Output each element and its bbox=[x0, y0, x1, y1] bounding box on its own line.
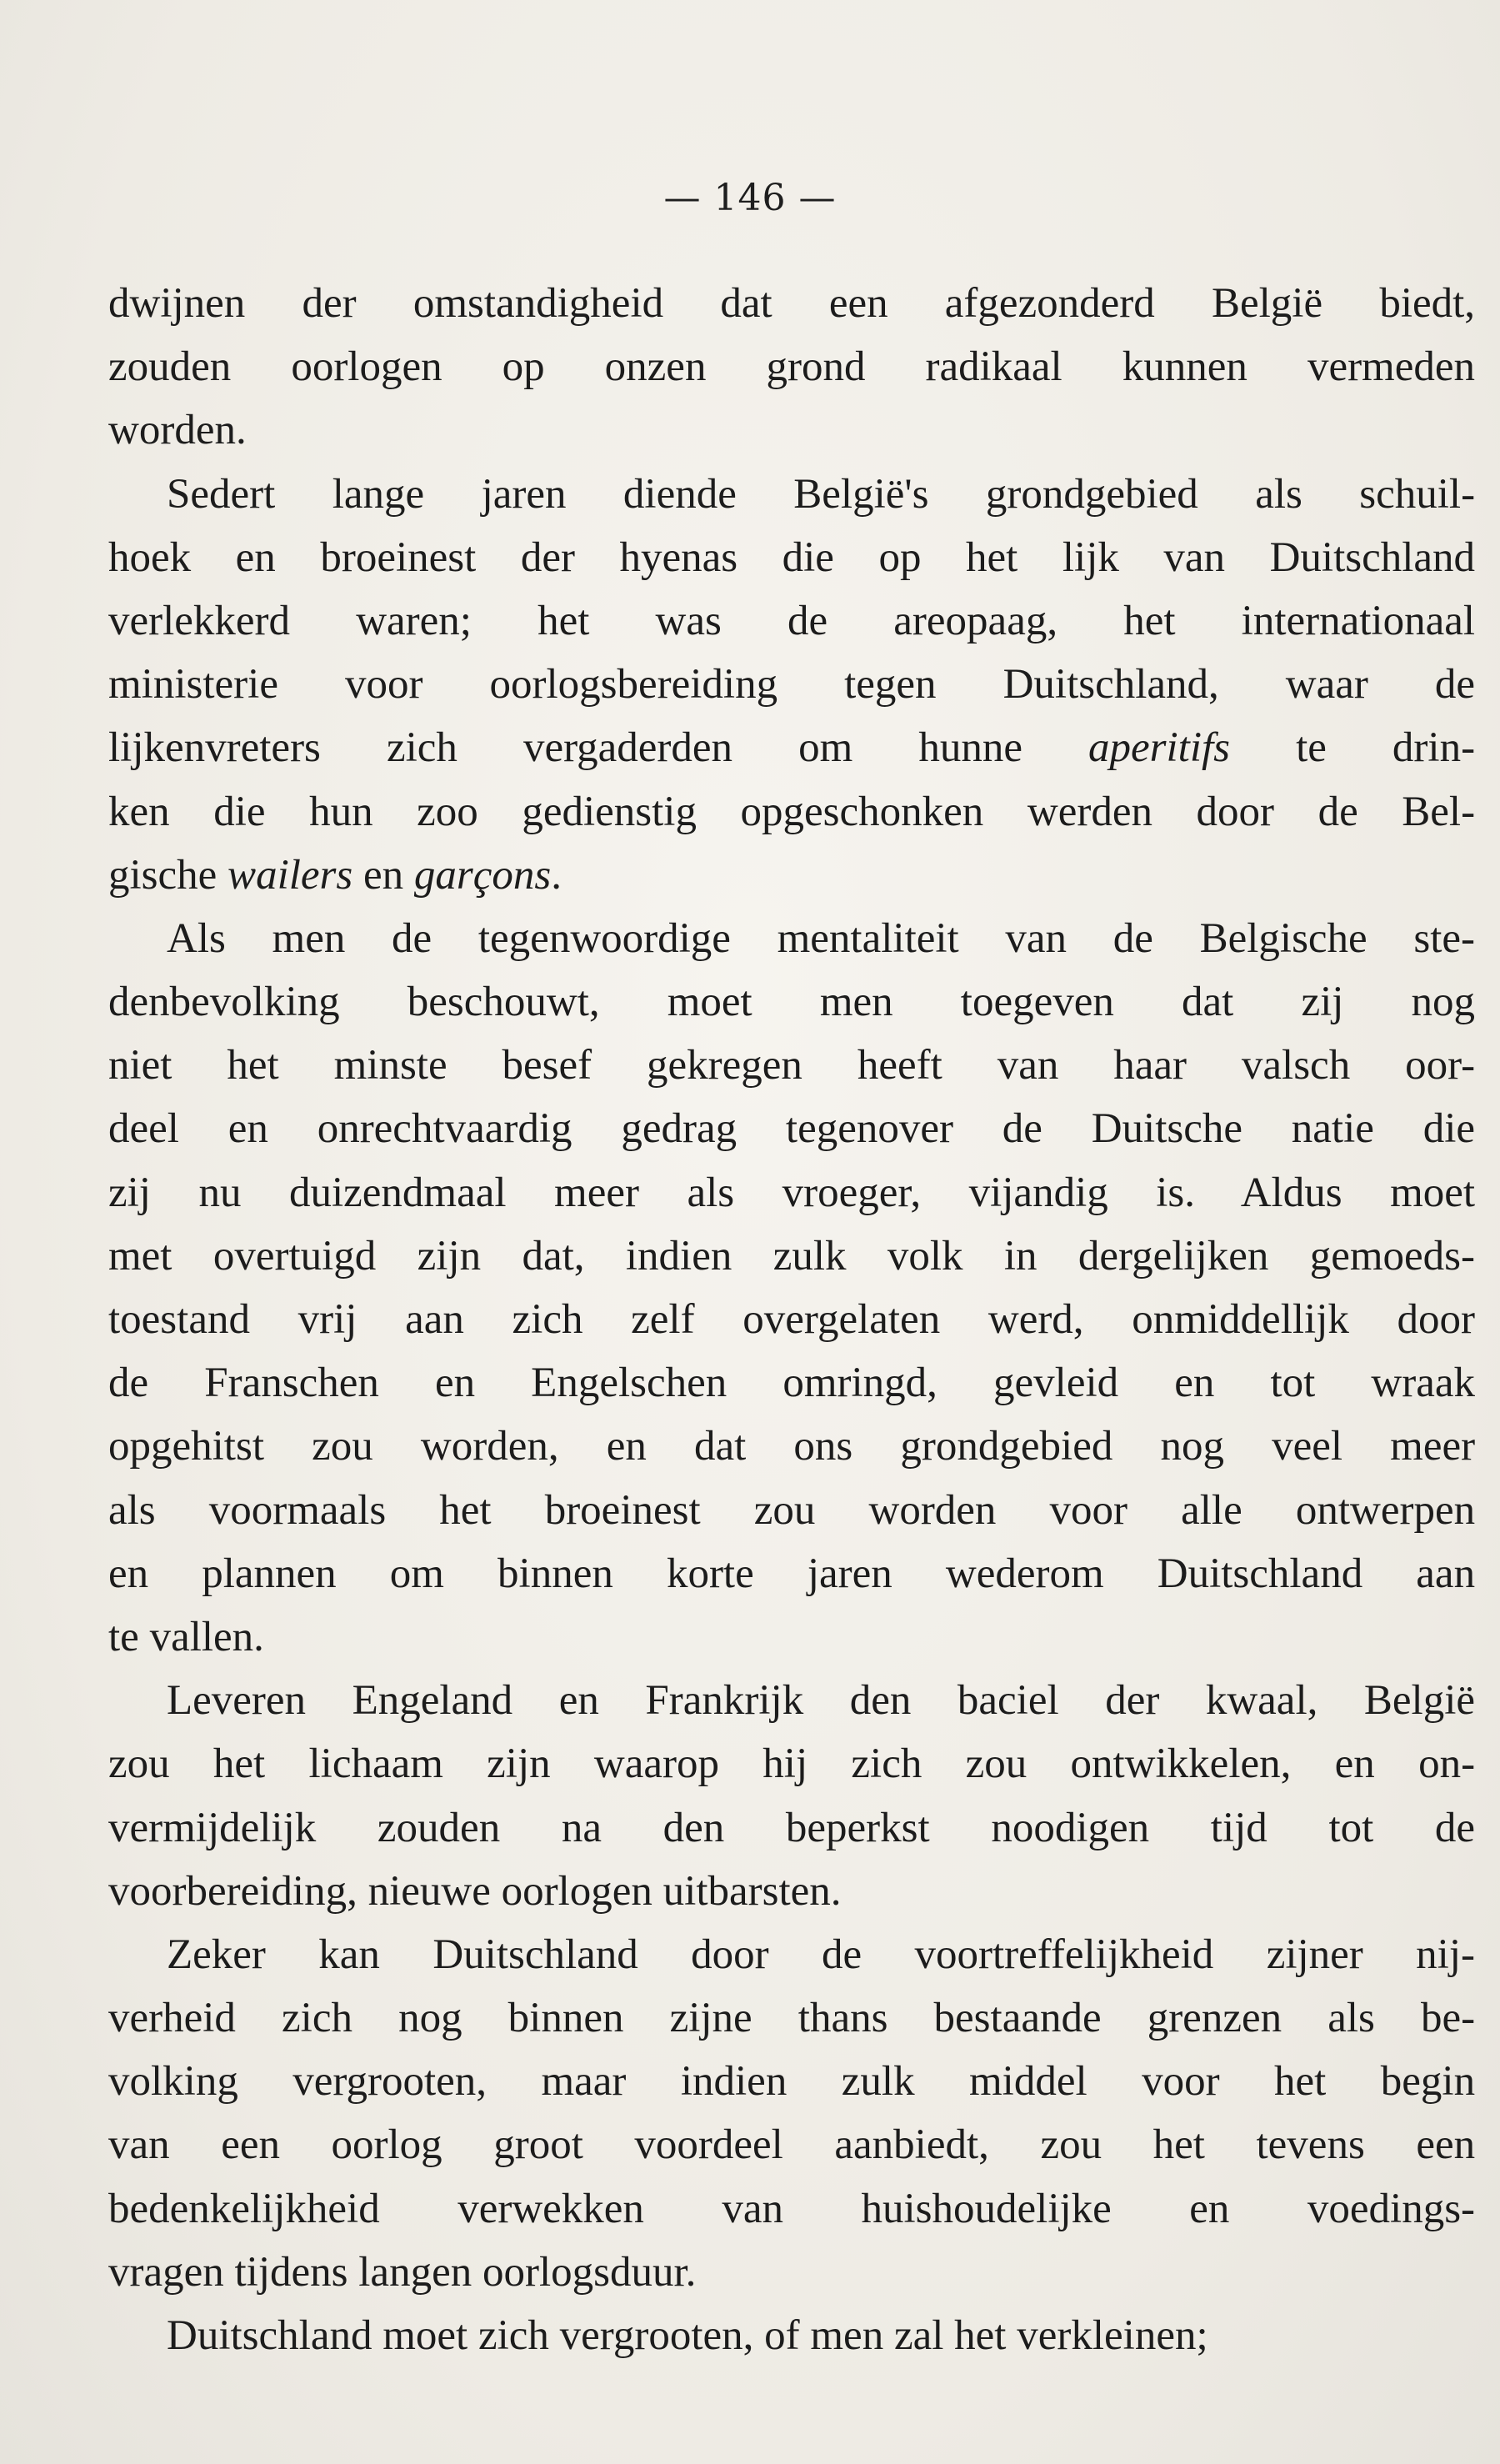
text-line: zouden oorlogen op onzen grond radikaal kunnen vermeden bbox=[108, 343, 1475, 391]
paragraph bbox=[108, 907, 1475, 1669]
text-line: als voormaals het broeinest zou worden voor alle ontwerpen bbox=[108, 1486, 1476, 1534]
text-line: Als men de tegenwoordige mentaliteit van de Belgische ste- bbox=[167, 914, 1476, 962]
text-line: bedenkelijkheid verwekken van huishoudelijke en voedings- bbox=[108, 2185, 1476, 2232]
text-line: toestand vrij aan zich zelf overgelaten werd, onmiddellijk door bbox=[108, 1296, 1476, 1343]
text-line: opgehitst zou worden, en dat ons grondgebied nog veel meer bbox=[108, 1423, 1476, 1470]
body-text bbox=[108, 272, 1475, 2367]
paragraph bbox=[108, 1669, 1475, 1923]
text-line: verheid zich nog binnen zijne thans bestaande grenzen als be- bbox=[108, 1995, 1476, 2042]
text-line: voorbereiding, nieuwe oorlogen uitbarsten. bbox=[108, 1867, 842, 1915]
text-line: Leveren Engeland en Frankrijk den baciel der kwaal, België bbox=[167, 1677, 1476, 1725]
text-line: en plannen om binnen korte jaren wederom Duitschland aan bbox=[108, 1550, 1476, 1597]
page-number: — 146 — bbox=[663, 177, 837, 219]
paragraph bbox=[108, 1923, 1475, 2304]
text-line: niet het minste besef gekregen heeft van haar valsch oor- bbox=[108, 1042, 1476, 1089]
text-line: met overtuigd zijn dat, indien zulk volk in dergelijken gemoeds- bbox=[108, 1232, 1475, 1280]
text-line: te vallen. bbox=[108, 1613, 264, 1660]
text-line: van een oorlog groot voordeel aanbiedt, zou het tevens een bbox=[108, 2121, 1476, 2169]
text-line: ministerie voor oorlogsbereiding tegen Duitschland, waar de bbox=[108, 661, 1476, 709]
text-line: lijkenvreters zich vergaderden om hunne aperitifs te drin- bbox=[108, 724, 1476, 772]
paragraph bbox=[108, 463, 1475, 907]
paragraph bbox=[108, 272, 1475, 463]
text-line: deel en onrechtvaardig gedrag tegenover de Duitsche natie die bbox=[108, 1105, 1476, 1153]
text-line: Duitschland moet zich vergrooten, of men zal het verkleinen; bbox=[167, 2312, 1208, 2359]
text-line: gische wailers en garçons. bbox=[108, 851, 562, 899]
text-line: denbevolking beschouwt, moet men toegeven dat zij nog bbox=[108, 979, 1476, 1026]
text-line: Sedert lange jaren diende België's grondgebied als schuil- bbox=[167, 470, 1476, 518]
text-line: vragen tijdens langen oorlogsduur. bbox=[108, 2248, 697, 2296]
text-line: verlekkerd waren; het was de areopaag, het internationaal bbox=[108, 597, 1476, 644]
text-line: vermijdelijk zouden na den beperkst noodigen tijd tot de bbox=[108, 1804, 1476, 1851]
text-line: zij nu duizendmaal meer als vroeger, vijandig is. Aldus moet bbox=[108, 1169, 1476, 1216]
text-line: Zeker kan Duitschland door de voortreffelijkheid zijner nij- bbox=[167, 1931, 1475, 1978]
text-line: hoek en broeinest der hyenas die op het lijk van Duitschland bbox=[108, 533, 1476, 581]
text-line: zou het lichaam zijn waarop hij zich zou ontwikkelen, en on- bbox=[108, 1740, 1476, 1788]
text-line: volking vergrooten, maar indien zulk middel voor het begin bbox=[108, 2058, 1476, 2106]
paragraph bbox=[108, 2304, 1475, 2367]
text-line: de Franschen en Engelschen omringd, gevleid en tot wraak bbox=[108, 1360, 1475, 1407]
text-line: ken die hun zoo gedienstig opgeschonken werden door de Bel- bbox=[108, 788, 1476, 835]
text-line: worden. bbox=[108, 407, 247, 454]
text-line: dwijnen der omstandigheid dat een afgezonderd België biedt, bbox=[108, 280, 1476, 327]
